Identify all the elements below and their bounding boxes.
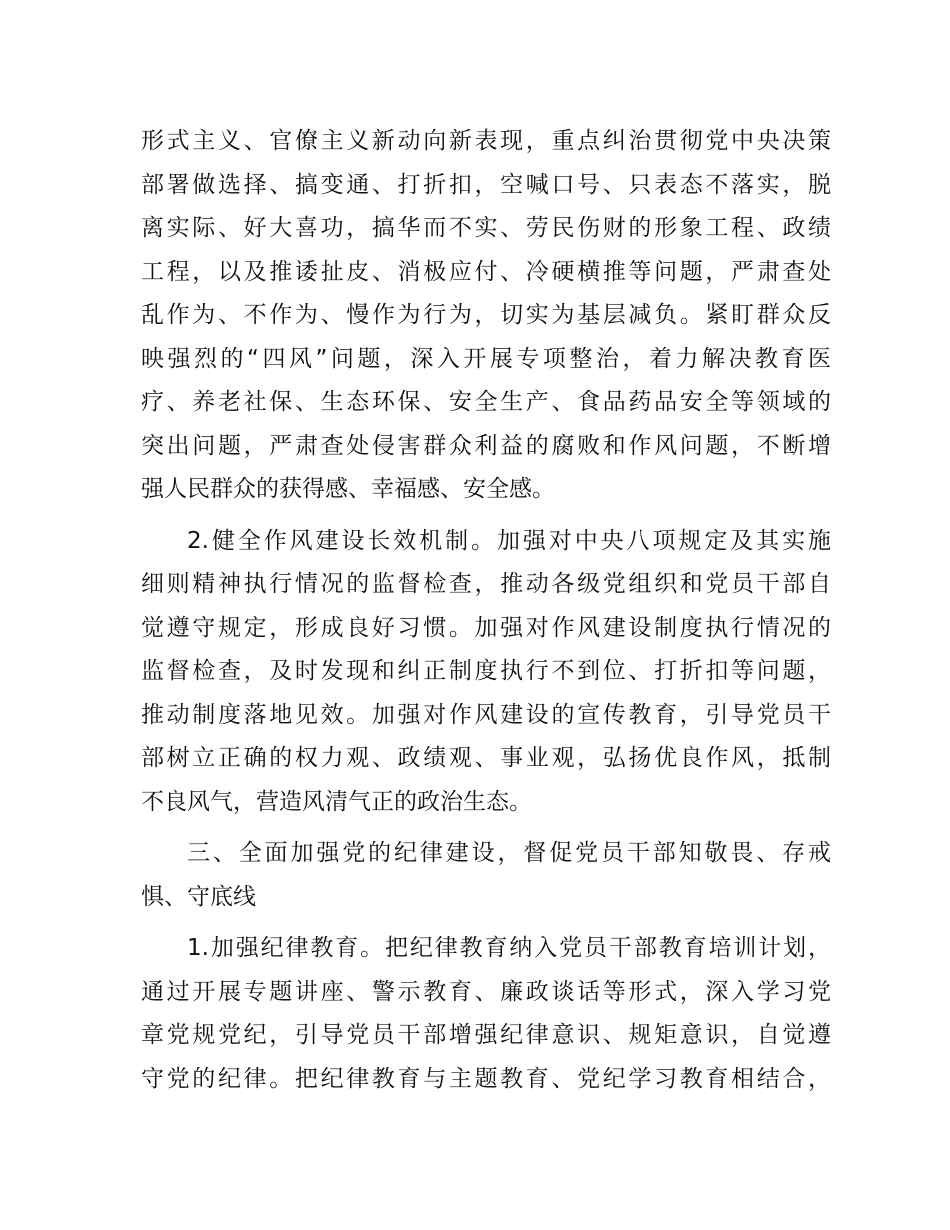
text-line: 疗、养老社保、生态环保、安全生产、食品药品安全等领域的 [141, 389, 831, 415]
text-line: 工程，以及推诿扯皮、消极应付、冷硬横推等问题，严肃查处 [141, 258, 831, 285]
text-line: 强人民群众的获得感、幸福感、安全感。 [141, 476, 555, 502]
text-line: 部署做选择、搞变通、打折扣，空喊口号、只表态不落实，脱 [141, 171, 831, 198]
paragraph-gap [141, 919, 831, 927]
text-line: 1.加强纪律教育。把纪律教育纳入党员干部教育培训计划， [187, 935, 831, 961]
text-line: 不良风气，营造风清气正的政治生态。 [141, 788, 532, 815]
text-line: 映强烈的“四风”问题，深入开展专项整治，着力解决教育医 [141, 345, 831, 372]
text-line: 2.健全作风建设长效机制。加强对中央八项规定及其实施 [187, 527, 831, 554]
paragraph-style-work [141, 120, 831, 512]
paragraph-gap [141, 824, 831, 832]
text-line: 细则精神执行情况的监督检查，推动各级党组织和党员干部自 [141, 571, 831, 597]
text-line: 通过开展专题讲座、警示教育、廉政谈话等形式，深入学习党 [141, 978, 831, 1005]
text-line: 部树立正确的权力观、政绩观、事业观，弘扬优良作风，抵制 [141, 745, 831, 771]
section-heading-discipline [141, 832, 831, 919]
text-line: 离实际、好大喜功，搞华而不实、劳民伤财的形象工程、政绩 [141, 215, 831, 241]
text-line: 守党的纪律。把纪律教育与主题教育、党纪学习教育相结合， [141, 1065, 831, 1092]
text-line: 章党规党纪，引导党员干部增强纪律意识、规矩意识，自觉遵 [141, 1022, 831, 1048]
text-line: 监督检查，及时发现和纠正制度执行不到位、打折扣等问题， [141, 658, 831, 684]
text-line: 推动制度落地见效。加强对作风建设的宣传教育，引导党员干 [141, 701, 831, 728]
text-line: 觉遵守规定，形成良好习惯。加强对作风建设制度执行情况的 [141, 614, 831, 641]
paragraph-discipline-education [141, 927, 831, 1101]
text-line: 乱作为、不作为、慢作为行为，切实为基层减负。紧盯群众反 [141, 302, 831, 328]
paragraph-long-term-mechanism [141, 520, 831, 825]
paragraph-gap [141, 512, 831, 520]
heading-line: 惧、守底线 [141, 883, 256, 910]
text-line: 形式主义、官僚主义新动向新表现，重点纠治贯彻党中央决策 [141, 128, 831, 154]
document-body [141, 120, 831, 1101]
heading-line: 三、全面加强党的纪律建设，督促党员干部知敬畏、存戒 [187, 840, 831, 866]
text-line: 突出问题，严肃查处侵害群众利益的腐败和作风问题，不断增 [141, 432, 831, 459]
